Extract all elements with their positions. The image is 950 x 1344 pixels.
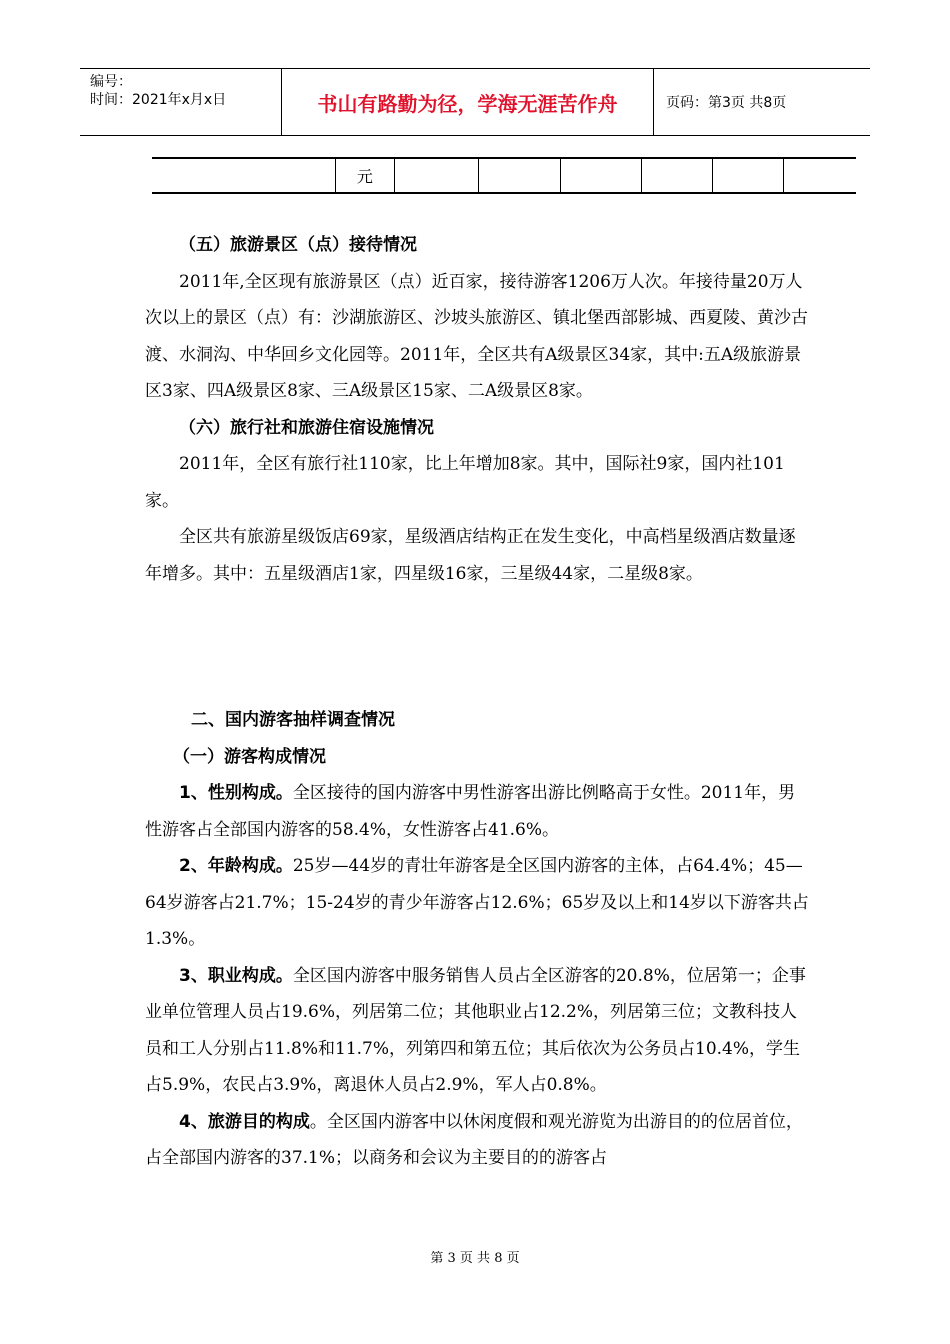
part-two [145, 702, 810, 1177]
paragraph [145, 775, 810, 848]
item-text: 全区国内游客中服务销售人员占全区游客的20.8%，位居第一；企事业单位管理人员占19.6%，列居第二位；其他职业占12.2%，列居第三位；文教科技人员和工人分别占11.8%和11.7%，列第四和第五位；其后依次为公务员占10.4%，学生占5.9%，农民占3.9%，离退休人员占2.9%，军人占0.8%。 [145, 965, 806, 1095]
paragraph [145, 1104, 810, 1177]
section-heading: （六）旅行社和旅游住宿设施情况 [179, 417, 434, 438]
table-fragment [152, 157, 856, 194]
section-heading: （五）旅游景区（点）接待情况 [179, 235, 417, 255]
table-cell: 元 [336, 158, 395, 193]
table-cell [560, 158, 641, 193]
item-head: 1、性别构成。 [179, 783, 293, 803]
table-cell [783, 158, 856, 193]
table-cell [642, 158, 713, 193]
page-footer: 第 3 页 共 8 页 [430, 1251, 520, 1266]
item-head: 4、旅游目的构成 [179, 1111, 310, 1132]
date-label: 时间：2021年x月x日 [90, 92, 227, 108]
part-heading: 二、国内游客抽样调查情况 [191, 710, 395, 730]
header-page-label: 页码：第3页 共8页 [666, 95, 787, 111]
table-cell [394, 158, 478, 193]
table-row [152, 158, 856, 193]
table-cell [713, 158, 783, 193]
paragraph: 2011年,全区现有旅游景区（点）近百家，接待游客1206万人次。年接待量20万人次以上的景区（点）有：沙湖旅游区、沙坡头旅游区、镇北堡西部影城、西夏陵、黄沙古渡、水洞沟、中华回乡文化园等。2011年，全区共有A级景区34家，其中:五A级旅游景区3家、四A级景区8家、三A级景区15家、二A级景区8家。 [145, 271, 808, 401]
header-meta [80, 69, 282, 135]
item-head: 2、年龄构成。 [179, 856, 293, 876]
section-five [145, 227, 810, 592]
page-header [80, 68, 870, 136]
paragraph [145, 848, 810, 958]
item-text: 。全区国内游客中以休闲度假和观光游览为出游目的的位居首位，占全部国内游客的37.1%；以商务和会议为主要目的的游客占 [145, 1111, 803, 1168]
subsection-heading: （一）游客构成情况 [173, 746, 326, 767]
paragraph: 2011年，全区有旅行社110家，比上年增加8家。其中，国际社9家，国内社101 家。 [145, 454, 785, 511]
paragraph [145, 958, 810, 1104]
item-head: 3、职业构成。 [179, 965, 293, 986]
item-text: 25岁—44岁的青壮年游客是全区国内游客的主体，占64.4%；45—64岁游客占21.7%；15-24岁的青少年游客占12.6%；65岁及以上和14岁以下游客共占1.3%。 [145, 856, 809, 949]
number-label: 编号： [90, 74, 132, 90]
paragraph: 全区共有旅游星级饭店69家，星级酒店结构正在发生变化，中高档星级酒店数量逐年增多。其中：五星级酒店1家，四星级16家，三星级44家，二星级8家。 [145, 527, 796, 584]
table-cell [478, 158, 560, 193]
table-cell [152, 158, 336, 193]
header-motto: 书山有路勤为径，学海无涯苦作舟 [282, 69, 654, 135]
item-text: 全区接待的国内游客中男性游客出游比例略高于女性。2011年，男性游客占全部国内游客的58.4%，女性游客占41.6%。 [145, 783, 796, 840]
